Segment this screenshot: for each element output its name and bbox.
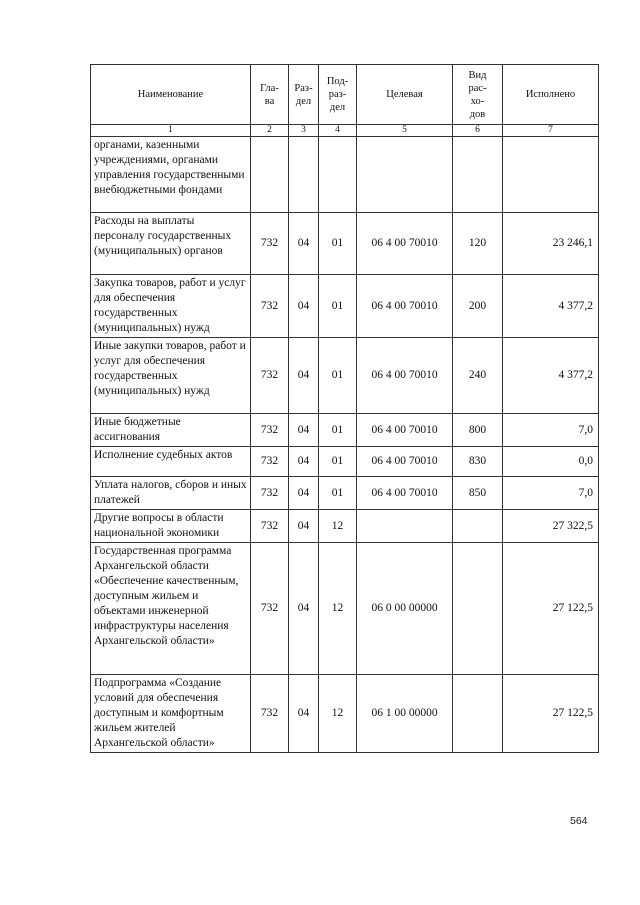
cell-expense-type — [453, 510, 503, 543]
cell-target: 06 4 00 70010 — [357, 477, 453, 510]
cell-section: 04 — [289, 447, 319, 477]
row-name: Уплата налогов, сборов и иных платежей — [91, 477, 251, 510]
cell-target — [357, 510, 453, 543]
cell-executed: 4 377,2 — [503, 338, 599, 414]
cell-target: 06 1 00 00000 — [357, 675, 453, 753]
cell-chapter: 732 — [251, 338, 289, 414]
cell-subsection: 01 — [319, 275, 357, 338]
column-number: 6 — [453, 125, 503, 137]
header-chapter: Гла- ва — [251, 65, 289, 125]
cell-expense-type — [453, 675, 503, 753]
cell-chapter: 732 — [251, 275, 289, 338]
cell-chapter: 732 — [251, 675, 289, 753]
cell-subsection: 01 — [319, 477, 357, 510]
header-expense-type: Вид рас- хо- дов — [453, 65, 503, 125]
cell-expense-type — [453, 137, 503, 213]
cell-executed: 4 377,2 — [503, 275, 599, 338]
cell-section: 04 — [289, 213, 319, 275]
column-number: 1 — [91, 125, 251, 137]
cell-section: 04 — [289, 477, 319, 510]
table-row — [91, 477, 599, 510]
cell-target: 06 4 00 70010 — [357, 414, 453, 447]
cell-section: 04 — [289, 414, 319, 447]
table-row — [91, 275, 599, 338]
header-name: Наименование — [91, 65, 251, 125]
cell-chapter: 732 — [251, 510, 289, 543]
cell-executed: 23 246,1 — [503, 213, 599, 275]
row-name: Расходы на выплаты персоналу государственных (муниципальных) органов — [91, 213, 251, 275]
row-name: Государственная программа Архангельской области «Обеспечение качественным, доступным жильем и объектами инженерной инфраструктуры населения Архангельской области» — [91, 543, 251, 675]
header-executed: Исполнено — [503, 65, 599, 125]
row-name: органами, казенными учреждениями, органами управления государственными внебюджетными фондами — [91, 137, 251, 213]
cell-section — [289, 137, 319, 213]
cell-chapter: 732 — [251, 477, 289, 510]
row-name: Закупка товаров, работ и услуг для обеспечения государственных (муниципальных) нужд — [91, 275, 251, 338]
cell-subsection: 12 — [319, 543, 357, 675]
header-subsection: Под- раз- дел — [319, 65, 357, 125]
cell-expense-type — [453, 543, 503, 675]
table-row — [91, 137, 599, 213]
row-name: Иные бюджетные ассигнования — [91, 414, 251, 447]
cell-expense-type: 850 — [453, 477, 503, 510]
cell-chapter — [251, 137, 289, 213]
header-section: Раз- дел — [289, 65, 319, 125]
cell-expense-type: 200 — [453, 275, 503, 338]
table-row — [91, 414, 599, 447]
cell-chapter: 732 — [251, 447, 289, 477]
table-row — [91, 447, 599, 477]
table-row — [91, 338, 599, 414]
column-number: 5 — [357, 125, 453, 137]
cell-executed: 27 322,5 — [503, 510, 599, 543]
table-row — [91, 543, 599, 675]
cell-section: 04 — [289, 275, 319, 338]
table-row — [91, 213, 599, 275]
cell-subsection: 01 — [319, 414, 357, 447]
cell-subsection: 01 — [319, 338, 357, 414]
cell-expense-type: 120 — [453, 213, 503, 275]
column-number: 3 — [289, 125, 319, 137]
cell-executed: 27 122,5 — [503, 543, 599, 675]
cell-expense-type: 240 — [453, 338, 503, 414]
cell-chapter: 732 — [251, 543, 289, 675]
row-name: Подпрограмма «Создание условий для обеспечения доступным и комфортным жильем жителей Архангельской области» — [91, 675, 251, 753]
cell-expense-type: 830 — [453, 447, 503, 477]
cell-target: 06 0 00 00000 — [357, 543, 453, 675]
cell-executed: 27 122,5 — [503, 675, 599, 753]
cell-executed — [503, 137, 599, 213]
cell-expense-type: 800 — [453, 414, 503, 447]
cell-executed: 7,0 — [503, 414, 599, 447]
column-number: 2 — [251, 125, 289, 137]
cell-executed: 0,0 — [503, 447, 599, 477]
header-target: Целевая — [357, 65, 453, 125]
cell-subsection: 01 — [319, 213, 357, 275]
column-number-row — [91, 125, 599, 137]
cell-subsection: 12 — [319, 675, 357, 753]
budget-execution-table — [90, 64, 599, 753]
row-name: Исполнение судебных актов — [91, 447, 251, 477]
cell-chapter: 732 — [251, 213, 289, 275]
column-number: 7 — [503, 125, 599, 137]
row-name: Иные закупки товаров, работ и услуг для обеспечения государственных (муниципальных) нужд — [91, 338, 251, 414]
cell-chapter: 732 — [251, 414, 289, 447]
cell-section: 04 — [289, 675, 319, 753]
cell-target: 06 4 00 70010 — [357, 213, 453, 275]
header-row — [91, 65, 599, 125]
column-number: 4 — [319, 125, 357, 137]
table-row — [91, 675, 599, 753]
cell-target — [357, 137, 453, 213]
page-number: 564 — [570, 815, 588, 827]
cell-target: 06 4 00 70010 — [357, 275, 453, 338]
cell-target: 06 4 00 70010 — [357, 338, 453, 414]
cell-subsection: 12 — [319, 510, 357, 543]
table-row — [91, 510, 599, 543]
cell-subsection: 01 — [319, 447, 357, 477]
cell-executed: 7,0 — [503, 477, 599, 510]
cell-section: 04 — [289, 338, 319, 414]
cell-section: 04 — [289, 543, 319, 675]
cell-target: 06 4 00 70010 — [357, 447, 453, 477]
cell-section: 04 — [289, 510, 319, 543]
row-name: Другие вопросы в области национальной экономики — [91, 510, 251, 543]
cell-subsection — [319, 137, 357, 213]
